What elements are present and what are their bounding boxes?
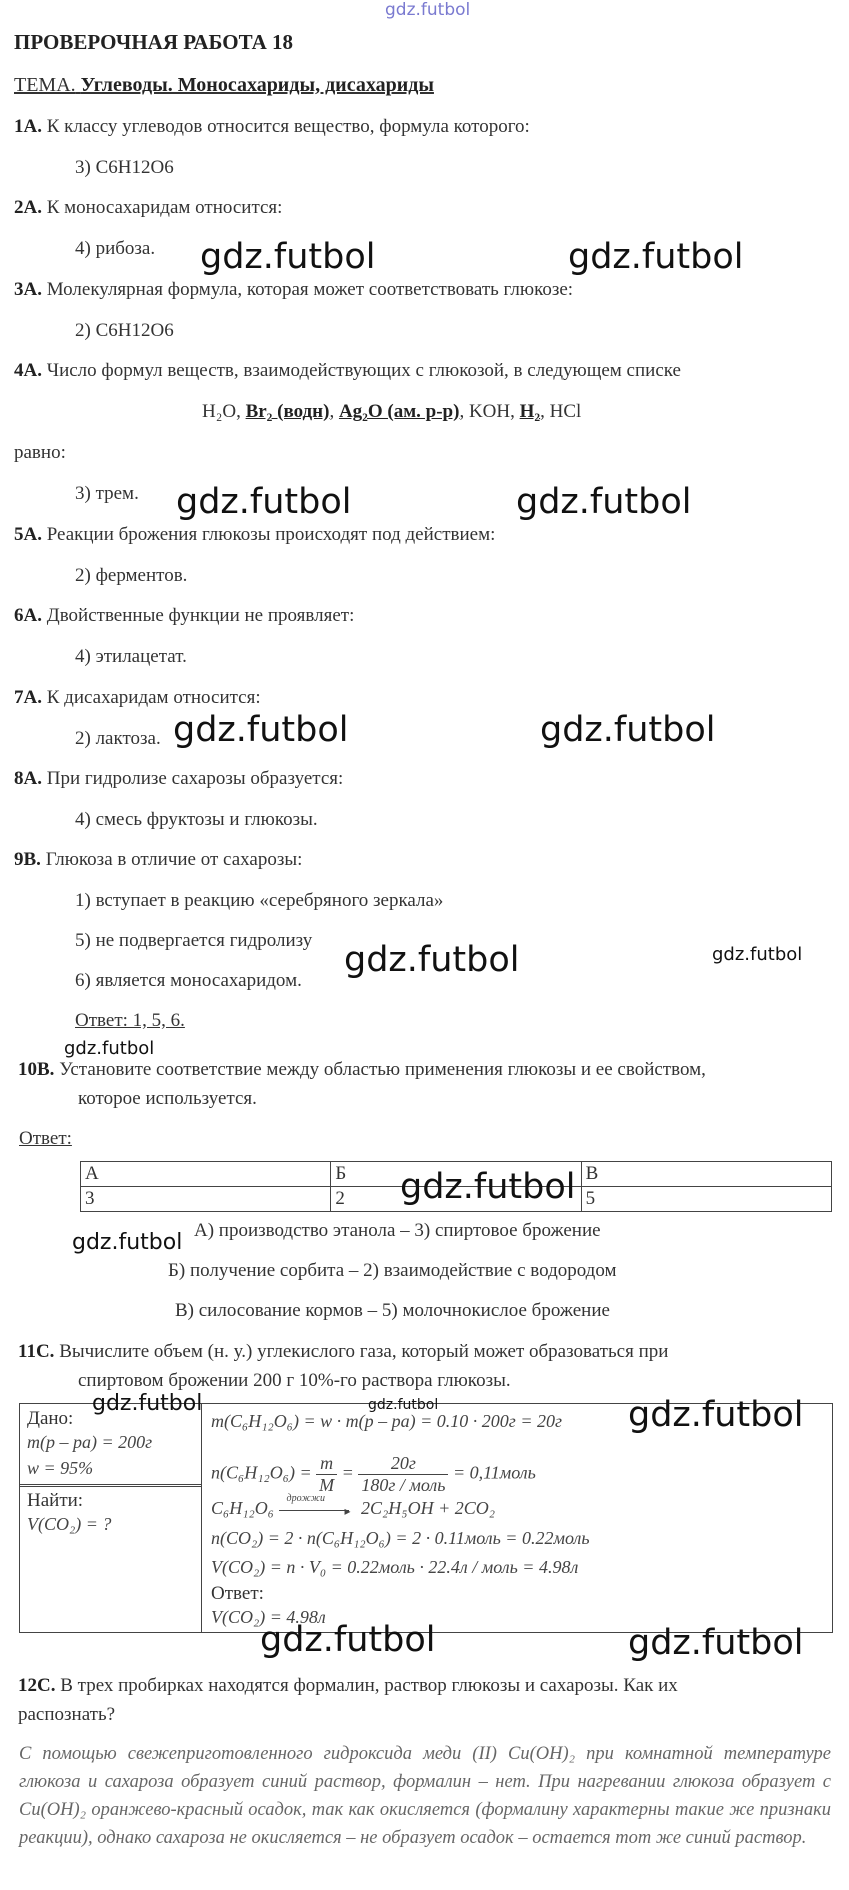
question-4: 4А. Число формул веществ, взаимодействующих с глюкозой, в следующем списке	[14, 360, 681, 381]
topic-text: Углеводы. Моносахариды, дисахариды	[80, 74, 434, 96]
explanation-b: Б) получение сорбита – 2) взаимодействие с водородом	[168, 1260, 617, 1281]
question-11: 11С. Вычислите объем (н. у.) углекислого газа, который может образоваться при	[18, 1341, 669, 1362]
answer-9-1: 1) вступает в реакцию «серебряного зеркала»	[75, 890, 444, 911]
watermark: gdz.futbol	[540, 710, 716, 750]
answer-6: 4) этилацетат.	[75, 646, 187, 667]
watermark: gdz.futbol	[568, 237, 744, 277]
question-4-cont: равно:	[14, 442, 66, 463]
table-header: А	[81, 1162, 331, 1187]
topic-line	[14, 74, 434, 97]
answer-9: Ответ: 1, 5, 6.	[75, 1010, 185, 1031]
explanation-a: А) производство этанола – 3) спиртовое брожение	[194, 1220, 601, 1241]
table-cell: 3	[81, 1187, 331, 1212]
answer-11: V(CO₂) = 4.98л	[211, 1607, 326, 1627]
watermark: gdz.futbol	[712, 944, 803, 965]
question-11-cont: спиртовом брожении 200 г 10%-го раствора глюкозы.	[78, 1370, 511, 1391]
watermark: gdz.futbol	[176, 482, 352, 522]
given-fraction: w = 95%	[27, 1458, 94, 1478]
watermark: gdz.futbol	[344, 940, 520, 980]
watermark: gdz.futbol	[516, 482, 692, 522]
topic-prefix: ТЕМА.	[14, 74, 76, 96]
watermark: gdz.futbol	[72, 1230, 183, 1255]
watermark: gdz.futbol	[200, 237, 376, 277]
question-2: 2А. К моносахаридам относится:	[14, 197, 283, 218]
solution-step-1: m(C₆H₁₂O₆) = w · m(p – pa) = 0.10 · 200г = 20г	[211, 1411, 562, 1431]
watermark: gdz.futbol	[260, 1620, 436, 1660]
solution-step-2: n(C₆H₁₂O₆) = $\frac{m}{M}$ = 20г 180г / моль = 0,11моль	[211, 1453, 536, 1495]
answer-12: С помощью свежеприготовленного гидроксида меди (II) Cu(OH)₂ при комнатной температуре глюкоза и сахароза образует синий раствор, формалин – нет. При нагревании глюкоза образует с Cu(OH)₂ оранжево-красный осадок, так как окисляется (формалину характерны такие же признаки реакции), однако сахароза не окисляется – не образует осадок – остается тот же синий раствор.	[19, 1744, 831, 1848]
page-title: ПРОВЕРОЧНАЯ РАБОТА 18	[14, 30, 293, 54]
answer-2: 4) рибоза.	[75, 238, 156, 259]
answer-5: 2) ферментов.	[75, 565, 188, 586]
given-mass: m(p – pa) = 200г	[27, 1432, 153, 1452]
top-watermark: gdz.futbol	[385, 0, 471, 20]
table-header: Б	[331, 1162, 581, 1187]
answer-4: 3) трем.	[75, 483, 139, 504]
answer-11-label: Ответ:	[211, 1583, 264, 1604]
question-8: 8А. При гидролизе сахарозы образуется:	[14, 768, 344, 789]
answer-8: 4) смесь фруктозы и глюкозы.	[75, 809, 318, 830]
question-9: 9В. Глюкоза в отличие от сахарозы:	[14, 849, 303, 870]
find-value: V(CO₂) = ?	[27, 1514, 112, 1534]
table-header: В	[581, 1162, 831, 1187]
watermark: gdz.futbol	[64, 1038, 155, 1059]
answer-9-6: 6) является моносахаридом.	[75, 970, 302, 991]
table-cell: 2	[331, 1187, 581, 1212]
answer-3: 2) C6H12O6	[75, 320, 174, 341]
question-1: 1А. К классу углеводов относится вещество, формула которого:	[14, 116, 530, 137]
answer-7: 2) лактоза.	[75, 728, 161, 749]
find-label: Найти:	[27, 1490, 84, 1511]
substance-list: H₂O, Br₂ (водн), Ag₂O (ам. р-р), KOH, H₂, HCl	[202, 401, 582, 422]
solution-step-5: V(CO₂) = n · V₀ = 0.22моль · 22.4л / моль = 4.98л	[211, 1557, 579, 1577]
question-12: 12С. В трех пробирках находятся формалин, раствор глюкозы и сахарозы. Как их	[18, 1675, 678, 1696]
explanation-c: В) силосование кормов – 5) молочнокислое брожение	[175, 1300, 610, 1321]
given-label: Дано:	[27, 1408, 74, 1429]
question-3: 3А. Молекулярная формула, которая может соответствовать глюкозе:	[14, 279, 574, 300]
watermark: gdz.futbol	[400, 1167, 576, 1207]
question-7: 7А. К дисахаридам относится:	[14, 687, 261, 708]
solution-step-4: n(CO₂) = 2 · n(C₆H₁₂O₆) = 2 · 0.11моль = 0.22моль	[211, 1528, 590, 1548]
question-12-cont: распознать?	[18, 1704, 116, 1725]
table-cell: 5	[581, 1187, 831, 1212]
question-5: 5А. Реакции брожения глюкозы происходят под действием:	[14, 524, 496, 545]
watermark: gdz.futbol	[173, 710, 349, 750]
question-6: 6А. Двойственные функции не проявляет:	[14, 605, 355, 626]
watermark: gdz.futbol	[628, 1395, 804, 1435]
answer-10-label: Ответ:	[19, 1128, 72, 1149]
question-10-cont: которое используется.	[78, 1088, 257, 1109]
question-10: 10В. Установите соответствие между областью применения глюкозы и ее свойством,	[18, 1059, 706, 1080]
watermark: gdz.futbol	[368, 1397, 439, 1413]
answer-1: 3) C6H12O6	[75, 157, 174, 178]
solution-step-3: C₆H₁₂O₆ дрожжи ▸ 2C₂H₅OH + 2CO₂	[211, 1492, 495, 1518]
watermark: gdz.futbol	[628, 1623, 804, 1663]
watermark: gdz.futbol	[92, 1391, 203, 1416]
answer-9-5: 5) не подвергается гидролизу	[75, 930, 313, 951]
